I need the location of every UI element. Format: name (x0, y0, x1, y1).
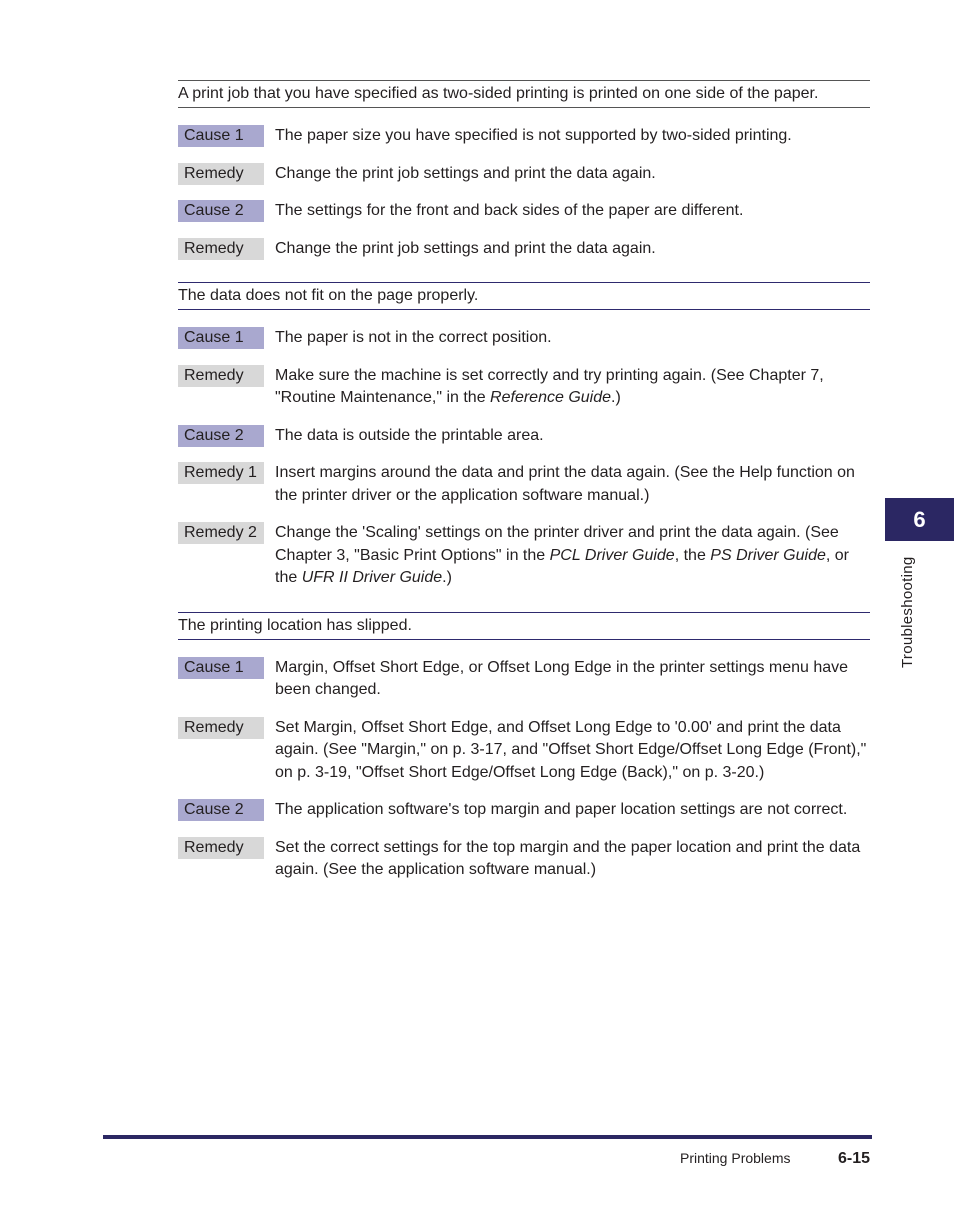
cause-row (178, 657, 870, 702)
entry-list (178, 640, 870, 882)
text-run: .) (442, 569, 452, 586)
text-run: Margin, Offset Short Edge, or Offset Long Edge in the printer settings menu have been changed. (275, 658, 849, 698)
entry-list (178, 310, 870, 590)
text-run: Set Margin, Offset Short Edge, and Offset Long Edge to '0.00' and print the data again. (See "Margin," on p. 3-17, and "Offset Short Edge/Offset Long Edge (Front)," on p. 3-19, "Offset Short Edge/Offset Long Edge (Back)," on p. 3-20.) (275, 718, 867, 781)
page-content (178, 80, 870, 904)
text-run: , the (674, 546, 711, 564)
remedy-row (178, 238, 870, 261)
guide-title: Reference Guide (490, 389, 612, 406)
guide-title: PCL Driver Guide (549, 546, 675, 564)
problem-section (178, 612, 870, 882)
remedy-text (275, 522, 870, 590)
remedy-label: Remedy (178, 365, 264, 387)
text-run: The settings for the front and back sides of the paper are different. (275, 202, 744, 219)
cause-text (275, 425, 870, 448)
cause-label: Cause 2 (178, 425, 264, 447)
text-run: , or the (275, 546, 849, 586)
cause-row (178, 125, 870, 148)
cause-label: Cause 1 (178, 657, 264, 679)
text-run: The paper is not in the correct position. (275, 329, 552, 346)
remedy-text (275, 163, 870, 186)
remedy-text (275, 837, 870, 882)
problem-section (178, 282, 870, 590)
remedy-row (178, 462, 870, 507)
text-run: Set the correct settings for the top margin and the paper location and print the data again. (See the application software manual.) (275, 838, 861, 878)
remedy-row (178, 522, 870, 590)
cause-text (275, 799, 870, 822)
remedy-row (178, 717, 870, 785)
remedy-text (275, 462, 870, 507)
remedy-text (275, 238, 870, 261)
cause-row (178, 425, 870, 448)
remedy-row (178, 163, 870, 186)
text-run: .) (611, 389, 621, 406)
remedy-label: Remedy 1 (178, 462, 264, 484)
text-run: Change the print job settings and print the data again. (275, 164, 656, 182)
text-run: Change the 'Scaling' settings on the printer driver and print the data again. (See Chapter 3, "Basic Print Options" in the (275, 524, 839, 564)
cause-label: Cause 2 (178, 200, 264, 222)
guide-title: UFR II Driver Guide (301, 569, 443, 586)
cause-label: Cause 1 (178, 125, 264, 147)
text-run: Make sure the machine is set correctly and try printing again. (See Chapter 7, "Routine Maintenance," in the (275, 366, 824, 406)
problem-heading: The data does not fit on the page properly. (178, 282, 870, 310)
remedy-label: Remedy (178, 238, 264, 260)
text-run: The application software's top margin and paper location settings are not correct. (275, 801, 848, 818)
guide-title: PS Driver Guide (710, 546, 826, 564)
cause-text (275, 657, 870, 702)
text-run: Change the print job settings and print the data again. (275, 239, 656, 257)
text-run: Insert margins around the data and print the data again. (See the Help function on the printer driver or the application software manual.) (275, 464, 855, 504)
text-run: The data is outside the printable area. (275, 426, 544, 444)
remedy-text (275, 717, 870, 785)
footer-rule (103, 1135, 872, 1139)
cause-text (275, 125, 870, 148)
cause-text (275, 200, 870, 223)
remedy-label: Remedy (178, 717, 264, 739)
page-number: 6-15 (838, 1150, 871, 1167)
remedy-label: Remedy 2 (178, 522, 264, 544)
remedy-row (178, 365, 870, 410)
chapter-tab[interactable]: 6 (885, 498, 954, 541)
cause-label: Cause 2 (178, 799, 264, 821)
cause-row (178, 799, 870, 822)
remedy-row (178, 837, 870, 882)
remedy-text (275, 365, 870, 410)
cause-label: Cause 1 (178, 327, 264, 349)
problem-section (178, 80, 870, 260)
problem-heading: A print job that you have specified as two-sided printing is printed on one side of the paper. (178, 80, 870, 108)
remedy-label: Remedy (178, 837, 264, 859)
cause-text (275, 327, 870, 350)
cause-row (178, 327, 870, 350)
text-run: The paper size you have specified is not supported by two-sided printing. (275, 127, 792, 144)
footer-title: Printing Problems (680, 1150, 791, 1166)
problem-heading: The printing location has slipped. (178, 612, 870, 640)
chapter-label: Troubleshooting (899, 556, 916, 668)
entry-list (178, 108, 870, 260)
remedy-label: Remedy (178, 163, 264, 185)
cause-row (178, 200, 870, 223)
